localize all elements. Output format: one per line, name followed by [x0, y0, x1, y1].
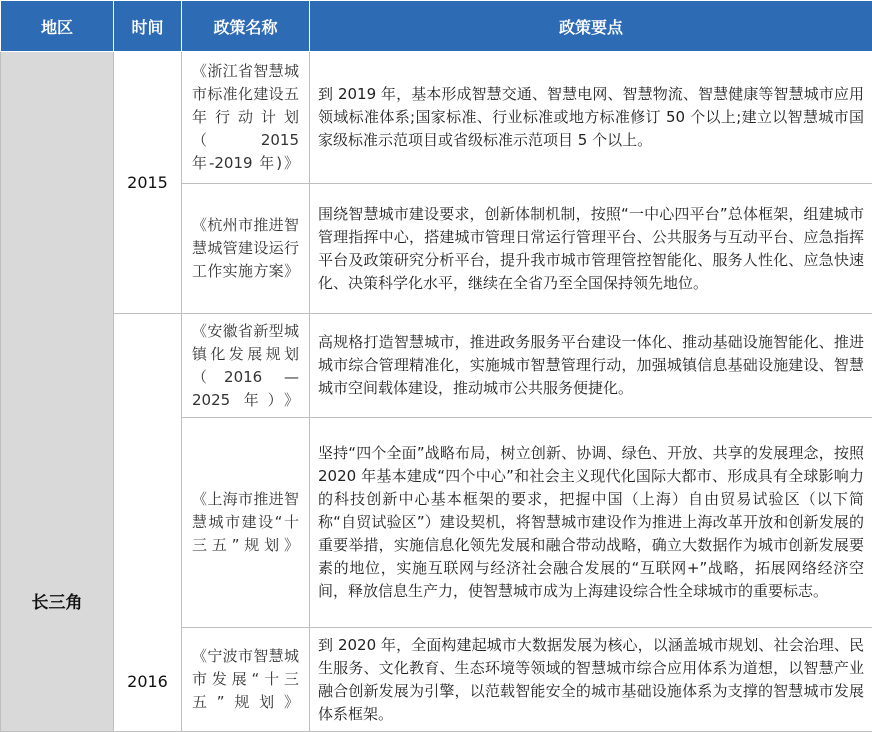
policy-name-cell: 《上海市推进智慧城市建设“十三五”规划》 [182, 418, 310, 628]
year-cell-2015: 2015 [114, 52, 182, 314]
header-policy-name: 政策名称 [182, 1, 310, 52]
policy-name-cell: 《浙江省智慧城市标准化建设五年行动计划（2015 年-2019 年)》 [182, 52, 310, 184]
table-row [1, 314, 872, 418]
header-region: 地区 [1, 1, 114, 52]
header-row [1, 1, 872, 52]
policy-points-cell: 高规格打造智慧城市，推进政务服务平台建设一体化、推动基础设施智能化、推进城市综合管理精准化，实施城市智慧管理行动，加强城镇信息基础设施建设、智慧城市空间载体建设，推动城市公共服务便捷化。 [310, 314, 872, 418]
policy-name-cell: 《宁波市智慧城市发展“十三五”规划》 [182, 628, 310, 732]
region-cell: 长三角 [1, 52, 114, 732]
policy-points-cell: 到 2019 年，基本形成智慧交通、智慧电网、智慧物流、智慧健康等智慧城市应用领域标准体系;国家标准、行业标准或地方标准修订 50 个以上;建立以智慧城市国家级标准示范项目或省级标准示范项目 5 个以上。 [310, 52, 872, 184]
policy-points-cell: 到 2020 年，全面构建起城市大数据发展为核心，以涵盖城市规划、社会治理、民生服务、文化教育、生态环境等领域的智慧城市综合应用体系为道想，以智慧产业融合创新发展为引擎，以范载智能安全的城市基础设施体系为支撑的智慧城市发展体系框架。 [310, 628, 872, 732]
policy-name-cell: 《安徽省新型城镇化发展规划（2016 —2025 年）》 [182, 314, 310, 418]
header-time: 时间 [114, 1, 182, 52]
policy-points-cell: 坚持“四个全面”战略布局，树立创新、协调、绿色、开放、共享的发展理念，按照 2020 年基本建成“四个中心”和社会主义现代化国际大都市、形成具有全球影响力的科技创新中心基本框架的要求，把握中国（上海）自由贸易试验区（以下简称“自贸试验区”）建设契机，将智慧城市建设作为推进上海改革开放和创新发展的重要举措，实施信息化领先发展和融合带动战略，确立大数据作为城市创新发展要素的地位，实施互联网与经济社会融合发展的“互联网+”战略，拓展网络经济空间，释放信息生产力，使智慧城市成为上海建设综合性全球城市的重要标志。 [310, 418, 872, 628]
year-cell-2016: 2016 [114, 314, 182, 732]
header-policy-points: 政策要点 [310, 1, 872, 52]
policy-points-cell: 围绕智慧城市建设要求，创新体制机制，按照“一中心四平台”总体框架，组建城市管理指挥中心，搭建城市管理日常运行管理平台、公共服务与互动平台、应急指挥平台及政策研究分析平台，提升我市城市管理管控智能化、服务人性化、应急快速化、决策科学化水平，继续在全省乃至全国保持领先地位。 [310, 184, 872, 314]
table-row [1, 52, 872, 184]
policy-name-cell: 《杭州市推进智慧城管建设运行工作实施方案》 [182, 184, 310, 314]
